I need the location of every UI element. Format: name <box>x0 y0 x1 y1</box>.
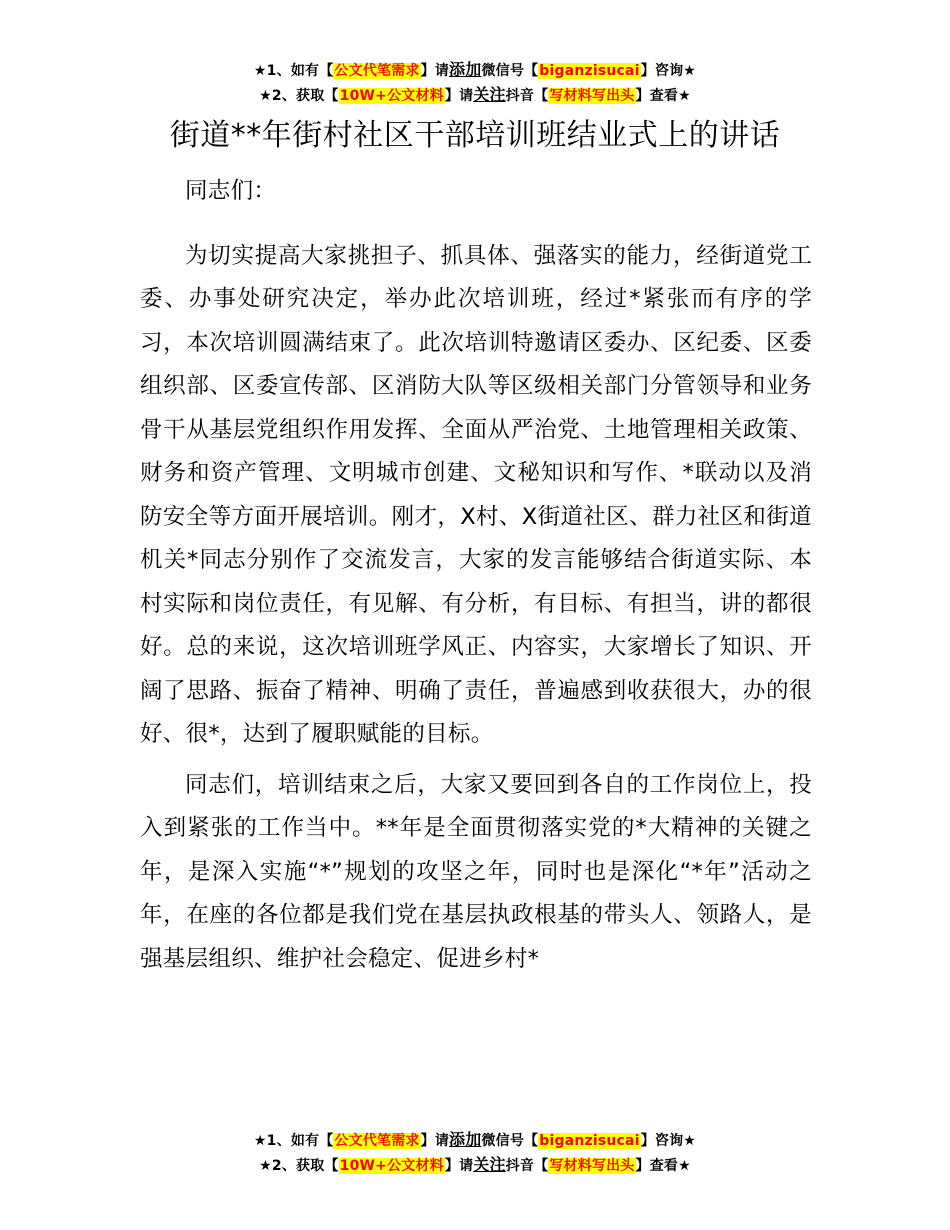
paragraph-1: 为切实提高大家挑担子、抓具体、强落实的能力，经街道党工委、办事处研究决定，举办此次培训班，经过*紧张而有序的学习，本次培训圆满结束了。此次培训特邀请区委办、区纪委、区委组织部、区委宣传部、区消防大队等区级相关部门分管领导和业务骨干从基层党组织作用发挥、全面从严治党、土地管理相关政策、财务和资产管理、文明城市创建、文秘知识和写作、*联动以及消防安全等方面开展培训。刚才，X村、X街道社区、群力社区和街道机关*同志分别作了交流发言，大家的发言能够结合街道实际、本村实际和岗位责任，有见解、有分析，有目标、有担当，讲的都很好。总的来说，这次培训班学风正、内容实，大家增长了知识、开阔了思路、振奋了精神、明确了责任，普遍感到收获很大，办的很好、很*，达到了履职赋能的目标。 <box>140 242 812 747</box>
banner-emphasis: 添加 <box>449 1130 482 1149</box>
banner-text: 抖音【 <box>505 1158 549 1174</box>
banner-text: 】查看★ <box>635 1158 691 1174</box>
banner-text: ★2、获取【 <box>259 1158 339 1174</box>
banner-text: 】咨询★ <box>640 63 697 79</box>
document-title: 街道**年街村社区干部培训班结业式上的讲话 <box>169 118 781 153</box>
banner-text: 】请 <box>444 88 474 104</box>
banner-highlight: 公文代笔需求 <box>334 63 420 79</box>
banner-highlight: 写材料写出头 <box>549 1158 635 1174</box>
banner-text: ★2、获取【 <box>259 88 339 104</box>
banner-highlight: biganzisucai <box>539 1133 640 1149</box>
banner-text: 】请 <box>420 63 450 79</box>
banner-text: 微信号【 <box>481 63 539 79</box>
banner-emphasis: 关注 <box>473 1155 506 1174</box>
banner-line-2 <box>0 1153 950 1178</box>
banner-line-1 <box>0 58 950 83</box>
banner-highlight: 10W+公文材料 <box>339 88 444 104</box>
banner-highlight: 写材料写出头 <box>549 88 635 104</box>
banner-highlight: biganzisucai <box>539 63 640 79</box>
banner-text: 微信号【 <box>481 1133 539 1149</box>
banner-emphasis: 关注 <box>473 85 506 104</box>
banner-line-1 <box>0 1128 950 1153</box>
banner-text: ★1、如有【 <box>253 1133 334 1149</box>
salutation: 同志们： <box>185 178 277 204</box>
header-banner <box>0 58 950 108</box>
banner-text: 抖音【 <box>505 88 549 104</box>
document-body <box>140 170 812 988</box>
footer-banner <box>0 1128 950 1178</box>
banner-text: 】查看★ <box>635 88 691 104</box>
paragraph-2: 同志们，培训结束之后，大家又要回到各自的工作岗位上，投入到紧张的工作当中。**年是全面贯彻落实党的*大精神的关键之年，是深入实施“*”规划的攻坚之年，同时也是深化“*年”活动之年，在座的各位都是我们党在基层执政根基的带头人、领路人，是强基层组织、维护社会稳定、促进乡村* <box>140 771 812 972</box>
banner-text: 】请 <box>444 1158 474 1174</box>
banner-line-2 <box>0 83 950 108</box>
banner-highlight: 公文代笔需求 <box>334 1133 420 1149</box>
banner-text: 】咨询★ <box>640 1133 697 1149</box>
banner-emphasis: 添加 <box>449 60 482 79</box>
banner-highlight: 10W+公文材料 <box>339 1158 444 1174</box>
banner-text: 】请 <box>420 1133 450 1149</box>
banner-text: ★1、如有【 <box>253 63 334 79</box>
